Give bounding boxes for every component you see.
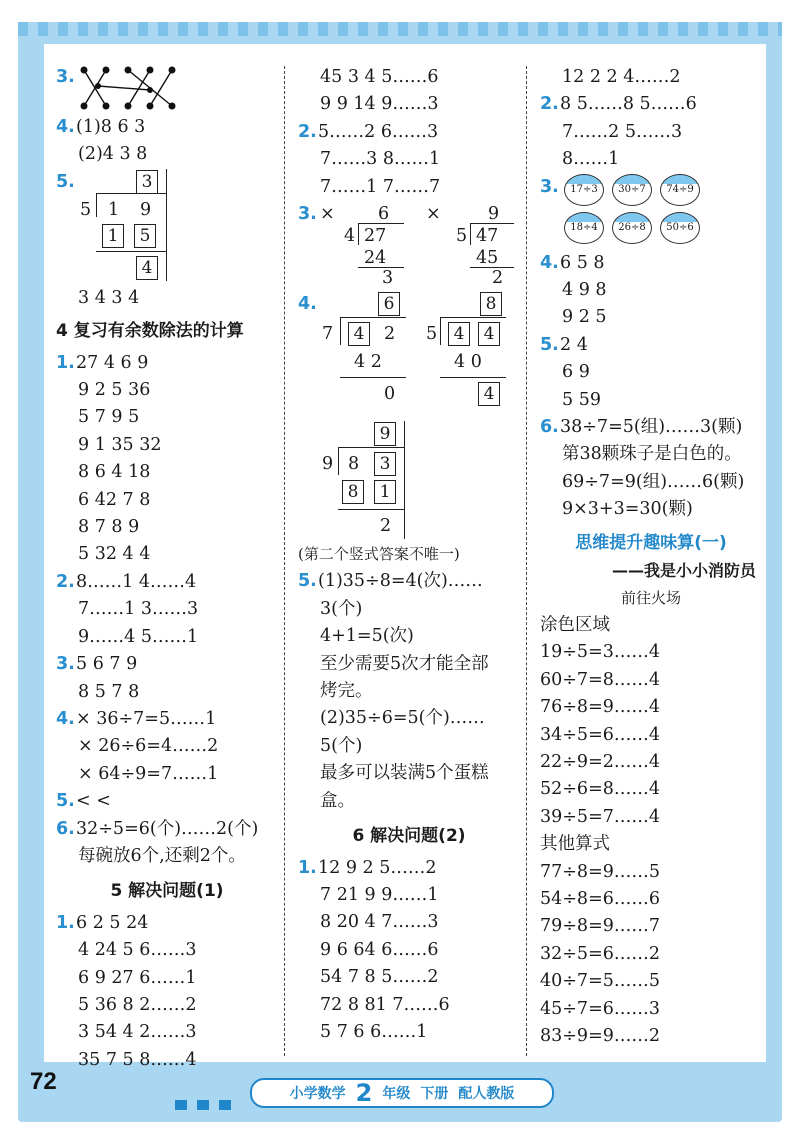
answer-line: × 26÷6=4……2 [78, 736, 219, 757]
footer-banner [250, 1078, 554, 1108]
question-number: 3. [56, 654, 75, 675]
column-divider [284, 66, 285, 1056]
division-bar [340, 317, 406, 318]
dividend-digit: 2 [384, 324, 396, 345]
division-bracket [340, 317, 341, 345]
answer-line: (2)4 3 8 [78, 144, 148, 165]
dividend: 27 [364, 226, 387, 247]
division-bar [440, 317, 506, 318]
bonus-subtitle: ——我是小小消防员 [611, 561, 756, 581]
answer-line: 4 24 5 6……3 [78, 940, 197, 961]
answer-line: 3 4 3 4 [78, 287, 140, 308]
grade-number: 2 [355, 1079, 373, 1107]
other-label: 其他算式 [540, 834, 610, 855]
answer-line: 3(个) [320, 598, 363, 619]
answer-line: 最多可以装满5个蛋糕 [320, 763, 489, 784]
subtraction-line [358, 267, 404, 268]
dividend-box: 3 [374, 452, 396, 476]
quotient-box: 8 [480, 292, 502, 316]
question-number: 6. [56, 818, 75, 839]
quotient: 9 [488, 204, 500, 225]
product-box: 8 [342, 480, 364, 504]
question-block [56, 350, 278, 569]
question-number: 4. [540, 252, 559, 273]
answer-text: 5……2 6……3 [318, 121, 439, 142]
quotient-box: 6 [378, 292, 400, 316]
dividend-box: 4 [448, 322, 470, 346]
bonus-subtitle-2: 前往火场 [620, 588, 681, 607]
answer-line: 8 6 4 18 [78, 462, 151, 483]
answer-line: 4 9 8 [562, 280, 607, 301]
answer-line: 54÷8=6……6 [540, 888, 660, 909]
answer-text: 12 9 2 5……2 [318, 857, 437, 878]
answer-text: 27 4 6 9 [76, 352, 149, 373]
question-number: 2. [56, 571, 75, 592]
quotient-box: 3 [136, 170, 158, 194]
answer-line: 9 1 35 32 [78, 434, 162, 455]
question-block [540, 91, 762, 173]
answer-line: (2)35÷6=5(个)…… [320, 708, 485, 729]
ball-icon: 30÷7 [612, 174, 652, 206]
dividend: 47 [476, 226, 499, 247]
question-number: 2. [298, 121, 317, 142]
column-divider [526, 66, 527, 1056]
wrong-mark: × [320, 204, 335, 225]
section-heading: 6 解决问题(2) [352, 826, 466, 847]
product-box: 5 [134, 224, 156, 248]
division-bracket [440, 317, 441, 345]
question-number: 5. [298, 571, 317, 592]
question-number: 5. [56, 171, 75, 192]
question-number: 5. [56, 791, 75, 812]
answer-line: 72 8 81 7……6 [320, 994, 450, 1015]
answer-line: 至少需要5次才能全部 [320, 653, 489, 674]
question-block [298, 568, 520, 815]
answer-line: × 64÷9=7……1 [78, 763, 219, 784]
question-block [540, 250, 762, 332]
question-number: 6. [540, 417, 559, 438]
product: 24 [364, 248, 387, 269]
answer-line: 77÷8=9……5 [540, 861, 660, 882]
product-box: 1 [102, 224, 124, 248]
answer-line: 每碗放6个,还剩2个。 [78, 845, 246, 866]
subtraction-line [338, 509, 404, 510]
answer-text: 5 6 7 9 [76, 654, 138, 675]
answer-line: 9 9 14 9……3 [320, 94, 439, 115]
division-bracket [358, 223, 359, 245]
question-number: 4. [298, 294, 317, 315]
long-division-question [298, 201, 520, 291]
answer-text: 6 2 5 24 [76, 912, 149, 933]
answer-line: 盒。 [320, 790, 355, 811]
answer-line: 8……1 [562, 149, 620, 170]
answer-line: 83÷9=9……2 [540, 1026, 660, 1046]
answer-line: 19÷5=3……4 [540, 642, 660, 663]
matching-question [56, 64, 278, 114]
question-block [56, 788, 278, 815]
answer-text: 8……1 4……4 [76, 571, 197, 592]
answer-line: 5 59 [562, 389, 601, 410]
section-heading: 5 解决问题(1) [110, 881, 224, 902]
answer-line: 7……2 5……3 [562, 121, 683, 142]
dividend-box: 4 [348, 322, 370, 346]
answer-line: 9 2 5 36 [78, 380, 151, 401]
column-3 [540, 64, 762, 1050]
term-label: 下册 [420, 1086, 449, 1102]
answer-text: 32÷5=6(个)……2(个) [76, 818, 259, 839]
long-division-question [298, 421, 520, 551]
answer-line: 39÷5=7……4 [540, 806, 660, 827]
answer-line: 8 5 7 8 [78, 681, 140, 702]
ball-icon: 74÷9 [660, 174, 700, 206]
matching-lines-diagram [78, 64, 178, 112]
question-number: 4. [56, 708, 75, 729]
column-2 [298, 64, 520, 1046]
answer-line: 5 32 4 4 [78, 544, 151, 565]
answer-line: 69÷7=9(组)……6(颗) [562, 471, 745, 492]
answer-line: 6 42 7 8 [78, 489, 151, 510]
quotient: 6 [378, 204, 390, 225]
answer-line: 7 21 9 9……1 [320, 884, 439, 905]
ball-icon: 17÷3 [564, 174, 604, 206]
division-guide [404, 421, 405, 539]
remainder: 0 [384, 384, 396, 405]
answer-text: 6 5 8 [560, 252, 605, 273]
footer-decoration [175, 1100, 235, 1110]
answer-line: 第38颗珠子是白色的。 [562, 444, 742, 465]
answer-text: (1)35÷8=4(次)…… [318, 571, 483, 592]
divisor: 5 [426, 324, 438, 345]
answer-text: < < [76, 791, 111, 812]
divisor: 7 [322, 324, 334, 345]
page-border-stripe [18, 22, 782, 36]
question-number: 4. [56, 117, 75, 137]
division-guide [166, 169, 167, 281]
question-number: 1. [56, 912, 75, 933]
ball-icon: 18÷4 [564, 212, 604, 244]
dividend-digit: 9 [140, 199, 152, 220]
color-area-label: 涂色区域 [540, 614, 610, 635]
question-number: 1. [56, 352, 75, 373]
long-division-question [298, 291, 520, 421]
answer-text: 8 5……8 5……6 [560, 94, 697, 115]
answer-line: 8 20 4 7……3 [320, 912, 439, 933]
grade-label: 年级 [382, 1086, 411, 1102]
answer-line: 9×3+3=30(颗) [562, 499, 693, 520]
note-text: (第二个竖式答案不唯一) [298, 545, 460, 564]
answer-line: 22÷9=2……4 [540, 751, 660, 772]
question-block [298, 119, 520, 201]
edition-label: 配人教版 [458, 1086, 515, 1102]
answer-line: 7……1 3……3 [78, 599, 199, 620]
ball-icon: 50÷6 [660, 212, 700, 244]
answer-line: 5(个) [320, 735, 363, 756]
subtraction-line [340, 377, 406, 378]
answer-line: 5 7 6 6……1 [320, 1021, 428, 1042]
remainder: 2 [492, 268, 504, 289]
answer-line: 52÷6=8……4 [540, 779, 660, 800]
dividend-box: 4 [478, 322, 500, 346]
ball-icon: 26÷8 [612, 212, 652, 244]
answer-line: 7……1 7……7 [320, 176, 441, 197]
product: 4 0 [454, 352, 482, 373]
answer-line: 9 2 5 [562, 307, 607, 328]
answer-line: 45 3 4 5……6 [320, 67, 439, 87]
product: 45 [476, 248, 499, 269]
question-block [56, 569, 278, 651]
question-number: 2. [540, 94, 559, 115]
division-bar [338, 447, 404, 448]
divisor: 5 [456, 226, 468, 247]
question-block [56, 706, 278, 788]
question-number: 3. [540, 176, 559, 197]
product: 4 2 [354, 352, 382, 373]
answer-line: 40÷7=5……5 [540, 971, 660, 992]
question-block [56, 816, 278, 871]
answer-text: (1)8 6 3 [76, 117, 146, 137]
remainder: 2 [380, 516, 392, 537]
long-division-question [56, 169, 278, 285]
question-number: 1. [298, 857, 317, 878]
answer-line: 6 9 27 6……1 [78, 967, 197, 988]
answer-line: 3 54 4 2……3 [78, 1022, 197, 1043]
answer-line: 5 7 9 5 [78, 407, 140, 428]
answer-line: 5 36 8 2……2 [78, 994, 197, 1015]
answer-line: 4+1=5(次) [320, 626, 414, 647]
answer-line: 32÷5=6……2 [540, 943, 660, 964]
division-bracket [470, 223, 471, 245]
division-bracket [338, 447, 339, 475]
question-block [56, 651, 278, 706]
answer-text: × 36÷7=5……1 [76, 708, 217, 729]
section-heading: 4 复习有余数除法的计算 [56, 321, 244, 342]
question-number: 3. [56, 67, 75, 87]
question-block [298, 855, 520, 1047]
answer-line [56, 114, 278, 141]
column-1 [56, 64, 278, 1074]
subtraction-line [96, 251, 166, 252]
quotient-box: 9 [374, 422, 396, 446]
remainder-box: 4 [478, 382, 500, 406]
subject-label: 小学数学 [289, 1086, 346, 1102]
answer-line: 76÷8=9……4 [540, 697, 660, 718]
division-bar [96, 193, 166, 194]
divisor: 4 [344, 226, 356, 247]
remainder: 3 [382, 268, 394, 289]
product-box: 1 [374, 480, 396, 504]
dividend-digit: 8 [348, 454, 360, 475]
question-block [540, 332, 762, 414]
answer-line: 9 6 64 6……6 [320, 939, 439, 960]
division-bracket [96, 193, 97, 217]
answer-text: 38÷7=5(组)……3(颗) [560, 417, 743, 438]
answer-line: 79÷8=9……7 [540, 916, 660, 937]
ball-matching-question [540, 174, 762, 250]
divisor: 5 [80, 199, 92, 220]
subtraction-line [440, 377, 506, 378]
answer-line: 35 7 5 8……4 [78, 1049, 197, 1070]
answer-line: 45÷7=6……3 [540, 998, 660, 1019]
question-block [540, 414, 762, 524]
page-number: 72 [30, 1068, 57, 1095]
question-number: 3. [298, 204, 317, 225]
bonus-title: 思维提升趣味算(一) [575, 532, 727, 553]
question-number: 5. [540, 334, 559, 355]
answer-line: 8 7 8 9 [78, 517, 140, 538]
divisor: 9 [322, 454, 334, 475]
answer-line: 54 7 8 5……2 [320, 967, 439, 988]
question-block [56, 910, 278, 1074]
answer-line: 7……3 8……1 [320, 149, 441, 170]
remainder-box: 4 [136, 256, 158, 280]
answer-line: 6 9 [562, 362, 590, 383]
answer-line: 烤完。 [320, 681, 373, 702]
wrong-mark: × [426, 204, 441, 225]
answer-line: 9……4 5……1 [78, 626, 199, 647]
answer-text: 2 4 [560, 334, 588, 355]
answer-line: 60÷7=8……4 [540, 669, 660, 690]
dividend-digit: 1 [108, 199, 120, 220]
answer-line: 34÷5=6……4 [540, 724, 660, 745]
answer-line: 12 2 2 4……2 [562, 67, 681, 87]
